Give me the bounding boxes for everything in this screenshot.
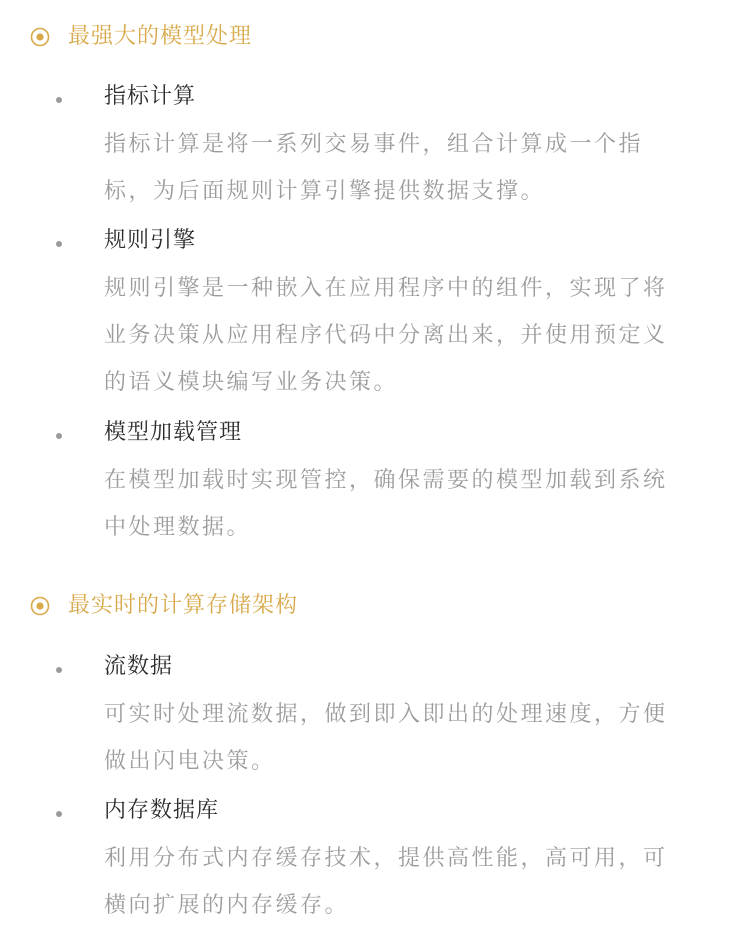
item-title: 流数据 bbox=[104, 654, 174, 679]
section-title: 最强大的模型处理 bbox=[68, 24, 253, 49]
item-description: 可实时处理流数据，做到即入即出的处理速度，方便做出闪电决策。 bbox=[104, 702, 668, 774]
item-description: 在模型加载时实现管控，确保需要的模型加载到系统中处理数据。 bbox=[104, 468, 668, 540]
bullet-dot bbox=[56, 811, 62, 817]
section-header-realtime-architecture bbox=[30, 591, 298, 621]
target-circle-icon bbox=[30, 596, 50, 616]
target-circle-icon bbox=[30, 27, 50, 47]
item-title: 内存数据库 bbox=[104, 798, 220, 823]
section-header-model-processing bbox=[30, 22, 252, 52]
item-title: 模型加载管理 bbox=[104, 420, 243, 445]
item-title: 规则引擎 bbox=[104, 228, 197, 253]
item-title: 指标计算 bbox=[104, 84, 197, 109]
bullet-dot bbox=[56, 667, 62, 673]
section-title: 最实时的计算存储架构 bbox=[68, 593, 299, 618]
item-description: 指标计算是将一系列交易事件，组合计算成一个指标，为后面规则计算引擎提供数据支撑。 bbox=[104, 132, 644, 204]
bullet-dot bbox=[56, 97, 62, 103]
item-description: 利用分布式内存缓存技术，提供高性能，高可用，可横向扩展的内存缓存。 bbox=[104, 846, 668, 918]
item-description: 规则引擎是一种嵌入在应用程序中的组件，实现了将业务决策从应用程序代码中分离出来，并使用预定义的语义模块编写业务决策。 bbox=[104, 276, 668, 395]
bullet-dot bbox=[56, 433, 62, 439]
bullet-dot bbox=[56, 241, 62, 247]
